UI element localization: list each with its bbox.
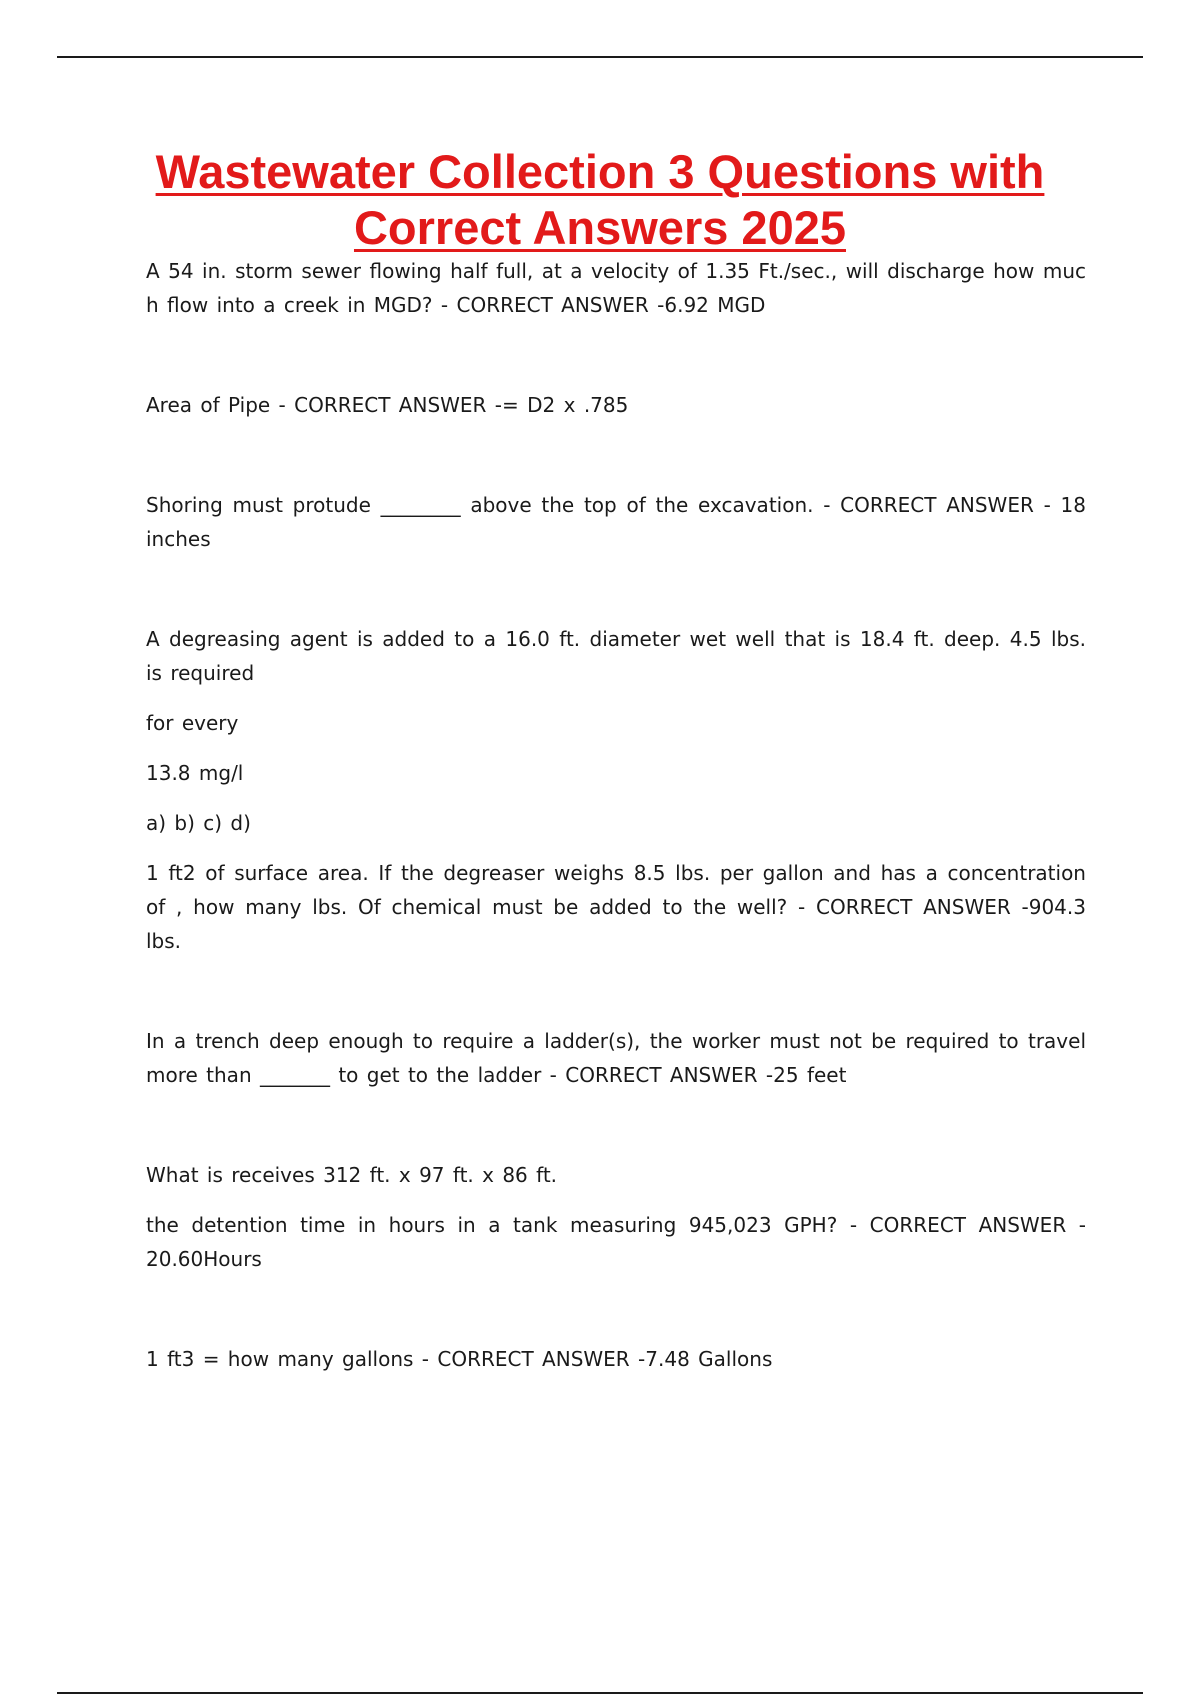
question-text: for every bbox=[146, 711, 239, 735]
question-text: A degreasing agent is added to a 16.0 ft. diameter wet well that is 18.4 ft. deep. 4.5 lbs. is required bbox=[146, 627, 1086, 685]
question-block bbox=[146, 622, 1086, 958]
question-text: In a trench deep enough to require a ladder(s), the worker must not be required to travel more than _______ to get to the ladder - CORRECT ANSWER -25 feet bbox=[146, 1029, 1086, 1087]
question-block bbox=[146, 388, 1086, 422]
question-text: 13.8 mg/l bbox=[146, 761, 244, 785]
document-title bbox=[100, 144, 1100, 256]
title-line-1: Wastewater Collection 3 Questions with bbox=[155, 145, 1045, 198]
question-block bbox=[146, 488, 1086, 556]
question-block bbox=[146, 1024, 1086, 1092]
question-block bbox=[146, 254, 1086, 322]
question-text: Shoring must protude ________ above the top of the excavation. - CORRECT ANSWER - 18 inches bbox=[146, 493, 1086, 551]
question-text: 1 ft2 of surface area. If the degreaser weighs 8.5 lbs. per gallon and has a concentration of , how many lbs. Of chemical must be added to the well? - CORRECT ANSWER -904.3 lbs. bbox=[146, 861, 1086, 953]
question-text: A 54 in. storm sewer flowing half full, at a velocity of 1.35 Ft./sec., will discharge how muc h flow into a creek in MGD? - CORRECT ANSWER -6.92 MGD bbox=[146, 259, 1086, 317]
top-divider bbox=[57, 56, 1143, 58]
question-text: the detention time in hours in a tank measuring 945,023 GPH? - CORRECT ANSWER - 20.60Hours bbox=[146, 1213, 1086, 1271]
question-block bbox=[146, 1342, 1086, 1376]
question-text: 1 ft3 = how many gallons - CORRECT ANSWER -7.48 Gallons bbox=[146, 1347, 773, 1371]
title-line-2: Correct Answers 2025 bbox=[353, 201, 846, 254]
question-block bbox=[146, 1158, 1086, 1276]
question-text: What is receives 312 ft. x 97 ft. x 86 ft. bbox=[146, 1163, 558, 1187]
bottom-divider bbox=[57, 1692, 1143, 1694]
question-text: Area of Pipe - CORRECT ANSWER -= D2 x .785 bbox=[146, 393, 629, 417]
question-list bbox=[146, 254, 1086, 1376]
question-text: a) b) c) d) bbox=[146, 811, 251, 835]
